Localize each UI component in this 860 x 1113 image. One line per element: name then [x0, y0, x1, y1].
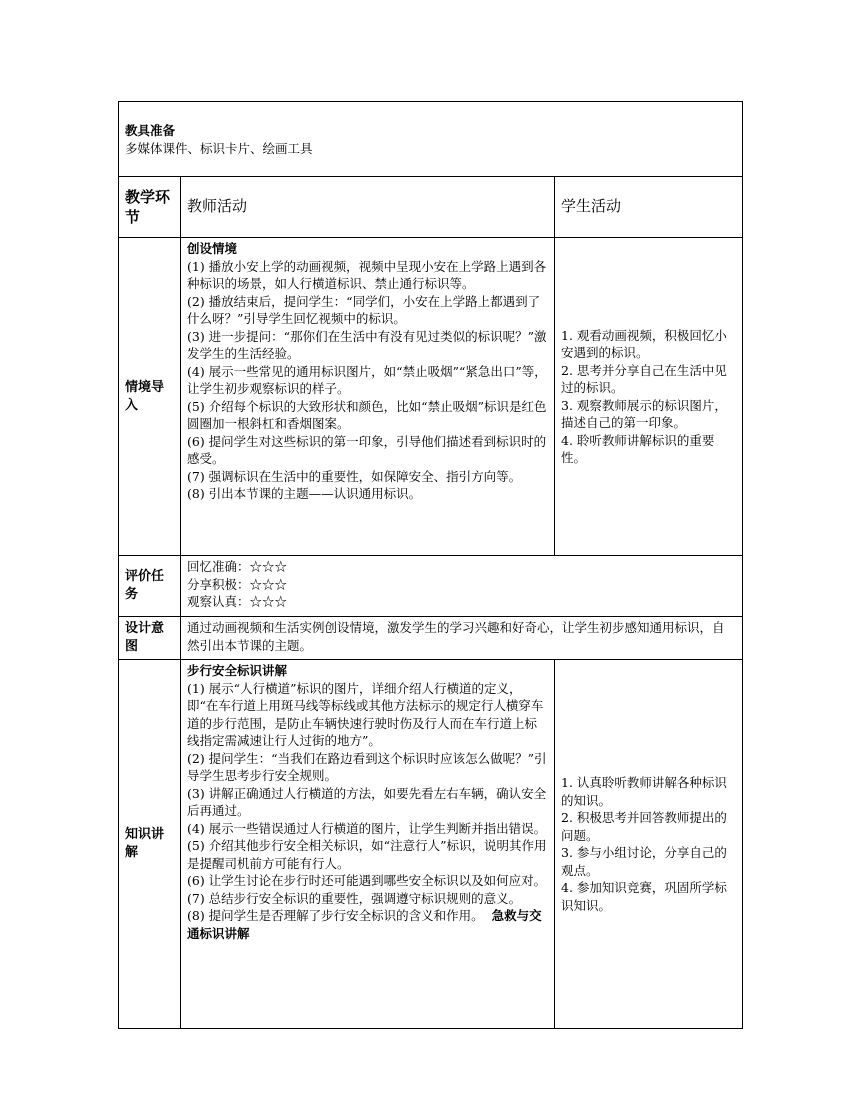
header-student: 学生活动	[555, 177, 743, 238]
eval-label: 评价任务	[119, 556, 181, 617]
knowledge-teacher-item: (2) 提问学生：“当我们在路边看到这个标识时应该怎么做呢？”引导学生思考步行安全规则。	[187, 750, 547, 783]
knowledge-teacher-item-last	[187, 907, 548, 942]
design-row	[119, 617, 743, 660]
prep-cell	[119, 102, 743, 177]
knowledge-next-subtitle: 急救与交通标识讲解	[187, 908, 542, 941]
eval-row	[119, 556, 743, 617]
intro-teacher-item: (6) 提问学生对这些标识的第一印象，引导他们描述看到标识时的感受。	[187, 433, 547, 466]
knowledge-teacher-item: (5) 介绍其他步行安全相关标识，如“注意行人”标识，说明其作用是提醒司机前方可能有行人。	[187, 838, 547, 871]
intro-teacher-item: (3) 进一步提问：“那你们在生活中有没有见过类似的标识呢？”激发学生的生活经验。	[187, 328, 547, 361]
intro-teacher-item: (5) 介绍每个标识的大致形状和颜色，比如“禁止吸烟”标识是红色圆圈加一根斜杠和香烟图案。	[187, 398, 547, 431]
intro-student-cell	[555, 238, 743, 556]
intro-student-item: 2. 思考并分享自己在生活中见过的标识。	[561, 362, 727, 395]
knowledge-teacher-cell	[181, 660, 555, 1029]
knowledge-teacher-item: (6) 让学生讨论在步行时还可能遇到哪些安全标识以及如何应对。	[187, 873, 547, 888]
knowledge-row	[119, 660, 743, 1029]
prep-content: 多媒体课件、标识卡片、绘画工具	[125, 140, 313, 156]
intro-subtitle: 创设情境	[187, 241, 238, 256]
intro-teacher-item: (8) 引出本节课的主题——认识通用标识。	[187, 486, 422, 501]
knowledge-label: 知识讲解	[119, 660, 181, 1029]
header-teacher: 教师活动	[181, 177, 555, 238]
lesson-plan-page	[118, 101, 742, 1029]
header-stage: 教学环节	[119, 177, 181, 238]
intro-label: 情境导入	[119, 238, 181, 556]
eval-cell	[181, 556, 743, 617]
knowledge-student-item: 4. 参加知识竞赛，巩固所学标识知识。	[561, 880, 727, 913]
intro-student-item: 3. 观察教师展示的标识图片，描述自己的第一印象。	[561, 397, 727, 430]
knowledge-student-item: 2. 积极思考并回答教师提出的问题。	[561, 810, 727, 843]
lesson-plan-table	[118, 101, 743, 1029]
intro-teacher-item: (1) 播放小安上学的动画视频，视频中呈现小安在上学路上遇到各种标识的场景，如人行横道标识、禁止通行标识等。	[187, 258, 547, 291]
intro-student-item: 1. 观看动画视频，积极回忆小安遇到的标识。	[561, 327, 727, 360]
design-content: 通过动画视频和生活实例创设情境，激发学生的学习兴趣和好奇心，让学生初步感知通用标识，自然引出本节课的主题。	[181, 617, 743, 660]
knowledge-student-item: 1. 认真聆听教师讲解各种标识的知识。	[561, 775, 727, 808]
intro-teacher-cell	[181, 238, 555, 556]
intro-teacher-item: (2) 播放结束后，提问学生：“同学们，小安在上学路上都遇到了什么呀？”引导学生回忆视频中的标识。	[187, 293, 541, 326]
intro-teacher-item: (7) 强调标识在生活中的重要性，如保障安全、指引方向等。	[187, 468, 522, 484]
eval-item: 分享积极：☆☆☆	[187, 576, 288, 592]
knowledge-teacher-item: (3) 讲解正确通过人行横道的方法，如要先看左右车辆，确认安全后再通过。	[187, 785, 547, 818]
knowledge-teacher-item: (1) 展示“人行横道”标识的图片，详细介绍人行横道的定义，即“在车行道上用斑马线等标线或其他方法标示的规定行人横穿车道的步行范围，是防止车辆快速行驶时伤及行人而在车行道上标线指定需减速让行人过街的地方”。	[187, 680, 544, 748]
intro-student-item: 4. 聆听教师讲解标识的重要性。	[561, 432, 715, 465]
knowledge-teacher-item: (7) 总结步行安全标识的重要性，强调遵守标识规则的意义。	[187, 890, 522, 906]
knowledge-teacher-item: (8) 提问学生是否理解了步行安全标识的含义和作用。	[187, 908, 484, 923]
prep-row	[119, 102, 743, 177]
design-label: 设计意图	[119, 617, 181, 660]
prep-title: 教具准备	[125, 123, 176, 138]
intro-teacher-item: (4) 展示一些常见的通用标识图片，如“禁止吸烟”“紧急出口”等，让学生初步观察标识的样子。	[187, 363, 547, 396]
knowledge-teacher-item: (4) 展示一些错误通过人行横道的图片，让学生判断并指出错误。	[187, 820, 547, 836]
header-row	[119, 177, 743, 238]
intro-row	[119, 238, 743, 556]
knowledge-subtitle: 步行安全标识讲解	[187, 663, 288, 678]
eval-item: 观察认真：☆☆☆	[187, 594, 288, 609]
eval-item: 回忆准确：☆☆☆	[187, 559, 288, 574]
knowledge-student-item: 3. 参与小组讨论，分享自己的观点。	[561, 845, 727, 878]
knowledge-student-cell	[555, 660, 743, 1029]
